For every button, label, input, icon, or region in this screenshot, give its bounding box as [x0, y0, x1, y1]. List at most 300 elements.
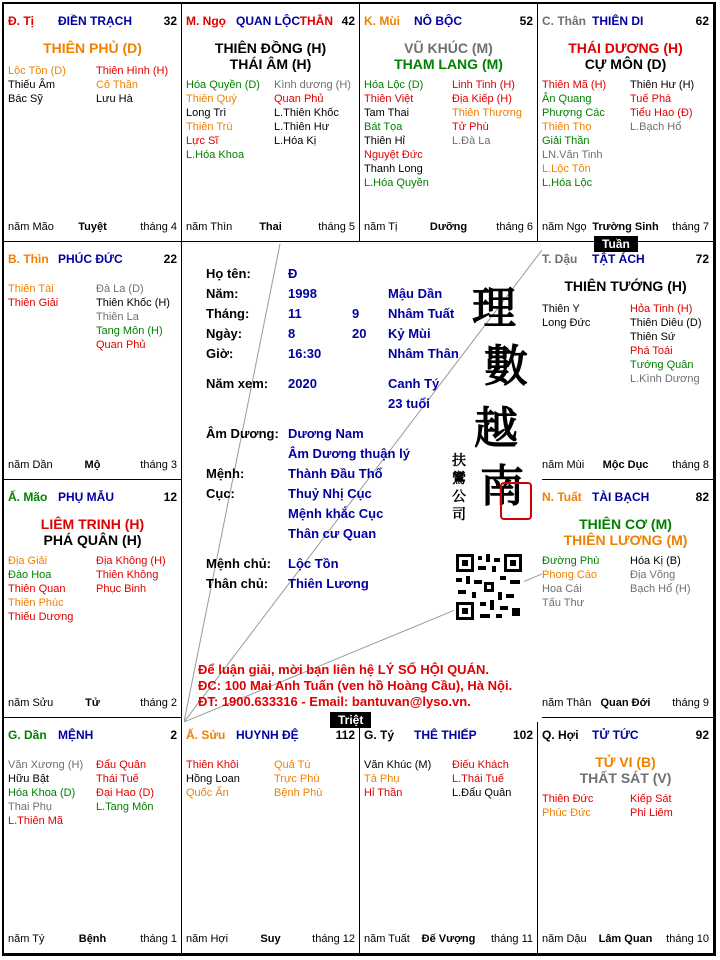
minor-star: Thiên Quý	[186, 93, 237, 105]
cuc-value: Thuỷ Nhị Cục	[288, 486, 372, 501]
branch-label: G. Dần	[8, 728, 47, 742]
minor-star: Kình dương (H)	[274, 79, 351, 91]
minor-star: Lưu Hà	[96, 93, 133, 105]
cuc-label: Cục:	[206, 486, 235, 501]
tuan-marker: Tuần	[594, 236, 638, 252]
palace-year: năm Thân	[542, 697, 592, 709]
month-lunar: 9	[352, 306, 360, 321]
palace-stage: Dưỡng	[429, 221, 468, 233]
palace-month: tháng 4	[140, 221, 177, 233]
minor-star: Lộc Tồn (D)	[8, 65, 66, 77]
minor-star: Thanh Long	[364, 163, 423, 175]
palace-footer	[8, 697, 177, 711]
minor-stars-right	[274, 758, 360, 800]
thanchu-label: Thân chủ:	[206, 576, 269, 591]
main-star: THIÊN LƯƠNG (M)	[563, 532, 688, 548]
minor-star: Thiên Y	[542, 303, 580, 315]
palace-year: năm Hợi	[186, 933, 229, 945]
minor-star: Quan Phủ	[96, 339, 146, 351]
minor-star: L.Đà La	[452, 135, 491, 147]
minor-star: Thiên Hình (H)	[96, 65, 169, 77]
palace-header	[364, 728, 533, 744]
minor-star: Thiên Trù	[186, 121, 233, 133]
palace-year: năm Tý	[8, 933, 45, 945]
palace-number: 12	[163, 490, 177, 504]
minor-star: Đường Phù	[542, 555, 600, 567]
minor-star: Nguyệt Đức	[364, 149, 423, 161]
palace-name: MỆNH	[58, 728, 94, 742]
palace-cell-mui	[360, 4, 538, 242]
amduong-label: Âm Dương:	[206, 426, 279, 441]
minor-star: Hóa Quyền (D)	[186, 79, 260, 91]
minor-star: Điếu Khách	[452, 759, 509, 771]
minor-stars-left	[186, 758, 274, 800]
palace-footer	[542, 933, 709, 947]
minor-stars-right	[96, 758, 182, 814]
palace-footer	[8, 221, 177, 235]
palace-cell-dan	[4, 718, 182, 954]
minor-stars-right	[274, 78, 360, 148]
minor-stars-right	[630, 302, 714, 386]
palace-header	[542, 728, 709, 744]
palace-header	[8, 14, 177, 30]
day-solar: 8	[288, 326, 296, 341]
minor-star: Hồng Loan	[186, 773, 240, 785]
palace-name: THIÊN DI	[592, 14, 644, 28]
palace-cell-dau	[538, 242, 714, 480]
minor-stars-right	[96, 554, 182, 596]
minor-star: Đào Hoa	[8, 569, 52, 581]
month-solar: 11	[288, 306, 302, 321]
minor-star: Hoa Cái	[542, 583, 582, 595]
palace-name: THÊ THIẾP	[414, 728, 477, 742]
palace-month: tháng 6	[496, 221, 533, 233]
minor-star: Hóa Kị (B)	[630, 555, 681, 567]
minor-star: Thiếu Âm	[8, 79, 56, 91]
palace-name: TỬ TỨC	[592, 728, 639, 742]
palace-year: năm Mão	[8, 221, 54, 233]
palace-month: tháng 8	[672, 459, 709, 471]
palace-cell-ti	[4, 4, 182, 242]
minor-star: Thái Tuế	[96, 773, 139, 785]
amduong-value: Dương Nam	[288, 426, 364, 441]
palace-stage: Trường Sinh	[592, 221, 659, 233]
minor-star: Hóa Khoa (D)	[8, 787, 76, 799]
palace-header	[8, 490, 177, 506]
palace-month: tháng 10	[666, 933, 709, 945]
minor-stars-left	[364, 758, 452, 800]
palace-stage: Mộ	[84, 459, 101, 471]
minor-star: Quan Phủ	[274, 93, 324, 105]
main-star: THIÊN PHỦ (D)	[43, 40, 142, 56]
minor-star: Tấu Thư	[542, 597, 585, 609]
branch-label: Q. Hợi	[542, 728, 579, 742]
minor-star: Địa Kiếp (H)	[452, 93, 512, 105]
minor-star: L.Đẩu Quân	[452, 787, 512, 799]
minor-stars-right	[96, 282, 182, 352]
palace-header	[542, 490, 709, 506]
minor-stars-right	[630, 792, 714, 820]
minor-stars-left	[542, 78, 630, 190]
main-star: LIÊM TRINH (H)	[40, 516, 145, 532]
palace-footer	[186, 933, 355, 947]
palace-number: 2	[170, 728, 177, 742]
qr-code-icon	[454, 552, 524, 622]
main-star: PHÁ QUÂN (H)	[43, 532, 142, 548]
minor-star: Tam Thai	[364, 107, 410, 119]
minor-star: Thiên Khôi	[186, 759, 239, 771]
main-stars	[4, 516, 181, 548]
view-year-value: 2020	[288, 376, 317, 391]
minor-star: Thiên Tài	[8, 283, 54, 295]
palace-cell-suu	[182, 718, 360, 954]
minor-star: Cô Thần	[96, 79, 138, 91]
palace-cell-than	[538, 4, 714, 242]
branch-label: G. Tý	[364, 728, 395, 742]
palace-footer	[364, 933, 533, 947]
minor-star: Thiên La	[96, 311, 139, 323]
minor-star: L.Hóa Lộc	[542, 177, 593, 189]
minor-star: Tuế Phá	[630, 93, 672, 105]
minor-star: Bác Sỹ	[8, 93, 43, 105]
minor-stars-right	[96, 64, 182, 106]
minor-star: Thiên Sứ	[630, 331, 676, 343]
palace-stage: Quan Đới	[600, 697, 651, 709]
minor-star: L.Thiên Khốc	[274, 107, 339, 119]
menhchu-value: Lộc Tồn	[288, 556, 339, 571]
menh-value: Thành Đầu Thổ	[288, 466, 383, 481]
contact-line-1: Để luận giải, mời bạn liên hệ LÝ SỐ HỘI QUÁN.	[198, 662, 489, 677]
main-star: TỬ VI (B)	[595, 754, 656, 770]
minor-star: Thiên Không	[96, 569, 159, 581]
small-chinese-text: 扶 鸞 公 司	[452, 453, 466, 523]
day-label: Ngày:	[206, 326, 243, 341]
palace-number: 92	[695, 728, 709, 742]
minor-star: L.Thiên Mã	[8, 815, 64, 827]
minor-star: L.Thiên Hư	[274, 121, 330, 133]
minor-star: Tướng Quân	[630, 359, 694, 371]
palace-name: TẬT ÁCH	[592, 252, 645, 266]
branch-label: C. Thân	[542, 14, 586, 28]
minor-stars-right	[452, 758, 538, 800]
thanchu-value: Thiên Lương	[288, 576, 369, 591]
minor-stars-left	[8, 758, 96, 828]
branch-label: Ấ. Mão	[8, 490, 48, 504]
palace-cell-mao	[4, 480, 182, 718]
minor-star: Tiểu Hao (Đ)	[630, 107, 693, 119]
main-star: THẤT SÁT (V)	[579, 770, 672, 786]
palace-stage: Suy	[260, 933, 281, 945]
main-star: VŨ KHÚC (M)	[404, 40, 493, 56]
main-stars	[182, 40, 359, 72]
palace-header	[186, 728, 355, 744]
year-can: Mậu Dần	[388, 286, 443, 301]
palace-year: năm Tuất	[364, 933, 410, 945]
palace-stage: Tử	[85, 697, 100, 709]
main-star: THIÊN ĐỒNG (H)	[214, 40, 327, 56]
main-star: THÁI DƯƠNG (H)	[568, 40, 683, 56]
minor-star: Linh Tinh (H)	[452, 79, 515, 91]
branch-label: N. Tuất	[542, 490, 582, 504]
month-can: Nhâm Tuất	[388, 306, 455, 321]
center-info-panel	[184, 244, 542, 722]
minor-star: Phượng Các	[542, 107, 605, 119]
main-stars	[538, 40, 713, 72]
palace-footer	[542, 697, 709, 711]
minor-star: L.Hóa Quyền	[364, 177, 429, 189]
palace-stage: Lâm Quan	[598, 933, 653, 945]
palace-month: tháng 1	[140, 933, 177, 945]
minor-star: Địa Võng	[630, 569, 676, 581]
amduong-note: Âm Dương thuận lý	[288, 446, 410, 461]
minor-star: Bệnh Phù	[274, 787, 323, 799]
main-star: THAM LANG (M)	[394, 56, 503, 72]
year-value: 1998	[288, 286, 317, 301]
minor-star: Trực Phù	[274, 773, 320, 785]
minor-star: Hỏa Tinh (H)	[630, 303, 693, 315]
minor-star: Hóa Lộc (D)	[364, 79, 424, 91]
minor-star: Phá Toái	[630, 345, 673, 357]
minor-star: Thiên Hỉ	[364, 135, 405, 147]
age-value: 23 tuổi	[388, 396, 430, 411]
palace-month: tháng 9	[672, 697, 709, 709]
minor-stars-right	[630, 78, 714, 134]
view-year-label: Năm xem:	[206, 376, 269, 391]
palace-number: 72	[695, 252, 709, 266]
than-cu: Thân cư Quan	[288, 526, 377, 541]
palace-year: năm Dần	[8, 459, 53, 471]
palace-footer	[542, 221, 709, 235]
contact-phone-email: ĐT: 1900.633316 - Email: bantuvan@lyso.vn.	[198, 694, 471, 709]
menh-label: Mệnh:	[206, 466, 245, 481]
minor-star: Thiên Thương	[452, 107, 523, 119]
minor-stars-left	[8, 282, 96, 310]
minor-stars-left	[186, 78, 274, 162]
minor-star: L.Lộc Tồn	[542, 163, 591, 175]
minor-star: Thiên Mã (H)	[542, 79, 607, 91]
minor-star: Phi Liêm	[630, 807, 673, 819]
minor-star: Giải Thần	[542, 135, 590, 147]
minor-star: LN.Văn Tinh	[542, 149, 603, 161]
palace-header	[186, 14, 355, 30]
palace-cell-thin	[4, 242, 182, 480]
minor-star: Đà La (D)	[96, 283, 144, 295]
minor-star: Tử Phù	[452, 121, 489, 133]
minor-stars-left	[8, 64, 96, 106]
seal-char-1: 理	[472, 283, 516, 334]
minor-star: Quả Tú	[274, 759, 311, 771]
minor-star: Địa Không (H)	[96, 555, 166, 567]
menhchu-label: Mệnh chủ:	[206, 556, 271, 571]
palace-header	[542, 252, 709, 268]
seal-char-3: 越	[474, 403, 518, 454]
palace-number: 82	[695, 490, 709, 504]
hour-can: Nhâm Thân	[388, 346, 459, 361]
palace-year: năm Sửu	[8, 697, 54, 709]
minor-stars-left	[542, 792, 630, 820]
palace-footer	[186, 221, 355, 235]
minor-star: Kiếp Sát	[630, 793, 672, 805]
minor-star: Lực Sĩ	[186, 135, 219, 147]
minor-star: Đẩu Quân	[96, 759, 147, 771]
minor-star: Tang Môn (H)	[96, 325, 163, 337]
palace-name: NÔ BỘC	[414, 14, 462, 28]
view-year-can: Canh Tý	[388, 376, 440, 391]
branch-label: K. Mùi	[364, 14, 400, 28]
than-tag: THÂN	[299, 14, 333, 28]
month-label: Tháng:	[206, 306, 250, 321]
palace-number: 102	[512, 728, 533, 742]
palace-number: 42	[341, 14, 355, 28]
seal-char-4: 南	[480, 461, 524, 512]
main-stars	[538, 754, 713, 786]
palace-stage: Thai	[259, 221, 282, 233]
minor-stars-right	[630, 554, 714, 596]
palace-footer	[542, 459, 709, 473]
palace-cell-ngo	[182, 4, 360, 242]
palace-year: năm Tị	[364, 221, 398, 233]
minor-star: Phục Binh	[96, 583, 147, 595]
minor-star: L.Thái Tuế	[452, 773, 504, 785]
minor-star: Thiên Khốc (H)	[96, 297, 170, 309]
palace-stage: Tuyệt	[78, 221, 107, 233]
minor-star: Thiên Hư (H)	[630, 79, 695, 91]
hour-label: Giờ:	[206, 346, 234, 361]
palace-name: ĐIỀN TRẠCH	[58, 14, 132, 28]
branch-label: Đ. Tị	[8, 14, 34, 28]
palace-header	[8, 252, 177, 268]
minor-star: Thai Phụ	[8, 801, 53, 813]
contact-address: ĐC: 100 Mai Anh Tuấn (ven hồ Hoàng Cầu), Hà Nội.	[198, 678, 513, 693]
minor-star: Bạch Hổ (H)	[630, 583, 691, 595]
red-stamp	[500, 482, 532, 520]
palace-cell-hoi	[538, 718, 714, 954]
palace-footer	[8, 459, 177, 473]
minor-stars-left	[364, 78, 452, 190]
palace-month: tháng 12	[312, 933, 355, 945]
palace-footer	[364, 221, 533, 235]
minor-star: Thiên Quan	[8, 583, 66, 595]
palace-month: tháng 2	[140, 697, 177, 709]
main-stars	[360, 40, 537, 72]
palace-number: 32	[163, 14, 177, 28]
branch-label: B. Thìn	[8, 252, 49, 266]
palace-cell-ty	[360, 718, 538, 954]
palace-stage: Bệnh	[78, 933, 107, 945]
cuc-relation: Mệnh khắc Cục	[288, 506, 384, 521]
minor-star: Thiên Thọ	[542, 121, 592, 133]
main-stars	[538, 278, 713, 294]
palace-name: HUYNH ĐỆ	[236, 728, 299, 742]
minor-star: L.Tang Môn	[96, 801, 154, 813]
palace-year: năm Mùi	[542, 459, 585, 471]
palace-cell-tuat	[538, 480, 714, 718]
main-star: THIÊN TƯỚNG (H)	[564, 278, 687, 294]
minor-star: Thiên Giải	[8, 297, 59, 309]
palace-number: 22	[163, 252, 177, 266]
palace-header	[8, 728, 177, 744]
minor-star: L.Hóa Khoa	[186, 149, 245, 161]
qr-code[interactable]	[454, 552, 524, 622]
name-value: Đ	[288, 266, 298, 281]
minor-star: Ân Quang	[542, 93, 592, 105]
minor-star: Văn Khúc (M)	[364, 759, 432, 771]
minor-star: Địa Giải	[8, 555, 48, 567]
minor-star: L.Bạch Hổ	[630, 121, 682, 133]
minor-star: Thiên Diêu (D)	[630, 317, 702, 329]
palace-header	[542, 14, 709, 30]
palace-number: 112	[335, 728, 355, 742]
hour-value: 16:30	[288, 346, 322, 361]
minor-stars-left	[542, 554, 630, 610]
palace-year: năm Dậu	[542, 933, 587, 945]
minor-star: Thiên Phúc	[8, 597, 64, 609]
branch-label: T. Dậu	[542, 252, 578, 266]
minor-star: Bát Tọa	[364, 121, 403, 133]
palace-month: tháng 7	[672, 221, 709, 233]
branch-label: M. Ngọ	[186, 14, 226, 28]
minor-star: Quốc Ấn	[186, 787, 229, 799]
minor-star: Tả Phụ	[364, 773, 400, 785]
minor-star: L.Kình Dương	[630, 373, 700, 385]
palace-number: 52	[519, 14, 533, 28]
minor-star: L.Hóa Kị	[274, 135, 317, 147]
year-label: Năm:	[206, 286, 239, 301]
minor-star: Long Đức	[542, 317, 591, 329]
palace-name: PHỤ MẪU	[58, 490, 114, 504]
palace-stage: Đế Vượng	[421, 933, 476, 945]
main-stars	[538, 516, 713, 548]
palace-name: PHÚC ĐỨC	[58, 252, 123, 266]
day-lunar: 20	[352, 326, 367, 341]
palace-stage: Mộc Dục	[602, 459, 649, 471]
palace-month: tháng 5	[318, 221, 355, 233]
minor-star: Văn Xương (H)	[8, 759, 84, 771]
palace-name: TÀI BẠCH	[592, 490, 650, 504]
day-can: Kỷ Mùi	[388, 326, 431, 341]
palace-month: tháng 11	[490, 933, 533, 945]
minor-star: Thiên Đức	[542, 793, 594, 805]
minor-star: Đại Hao (D)	[96, 787, 155, 799]
minor-star: Thiếu Dương	[8, 611, 74, 623]
palace-header	[364, 14, 533, 30]
minor-star: Long Trì	[186, 107, 227, 119]
name-label: Họ tên:	[206, 266, 251, 281]
minor-star: Hữu Bật	[8, 773, 49, 785]
minor-stars-right	[452, 78, 538, 148]
main-star: THIÊN CƠ (M)	[579, 516, 672, 532]
palace-year: năm Thìn	[186, 221, 233, 233]
triet-marker: Triệt	[330, 712, 371, 728]
palace-name: QUAN LỘC	[236, 14, 300, 28]
main-stars	[4, 40, 181, 56]
minor-stars-left	[542, 302, 630, 330]
main-star: THÁI ÂM (H)	[229, 56, 312, 72]
main-star: CỰ MÔN (D)	[584, 56, 667, 72]
branch-label: Ấ. Sửu	[186, 728, 226, 742]
palace-month: tháng 3	[140, 459, 177, 471]
seal-char-2: 數	[484, 341, 528, 392]
palace-year: năm Ngọ	[542, 221, 587, 233]
minor-stars-left	[8, 554, 96, 624]
minor-star: Thiên Việt	[364, 93, 414, 105]
palace-number: 62	[695, 14, 709, 28]
minor-star: Phong Cáo	[542, 569, 598, 581]
minor-star: Phúc Đức	[542, 807, 591, 819]
tuvi-chart	[2, 2, 716, 956]
minor-star: Hỉ Thần	[364, 787, 403, 799]
palace-footer	[8, 933, 177, 947]
